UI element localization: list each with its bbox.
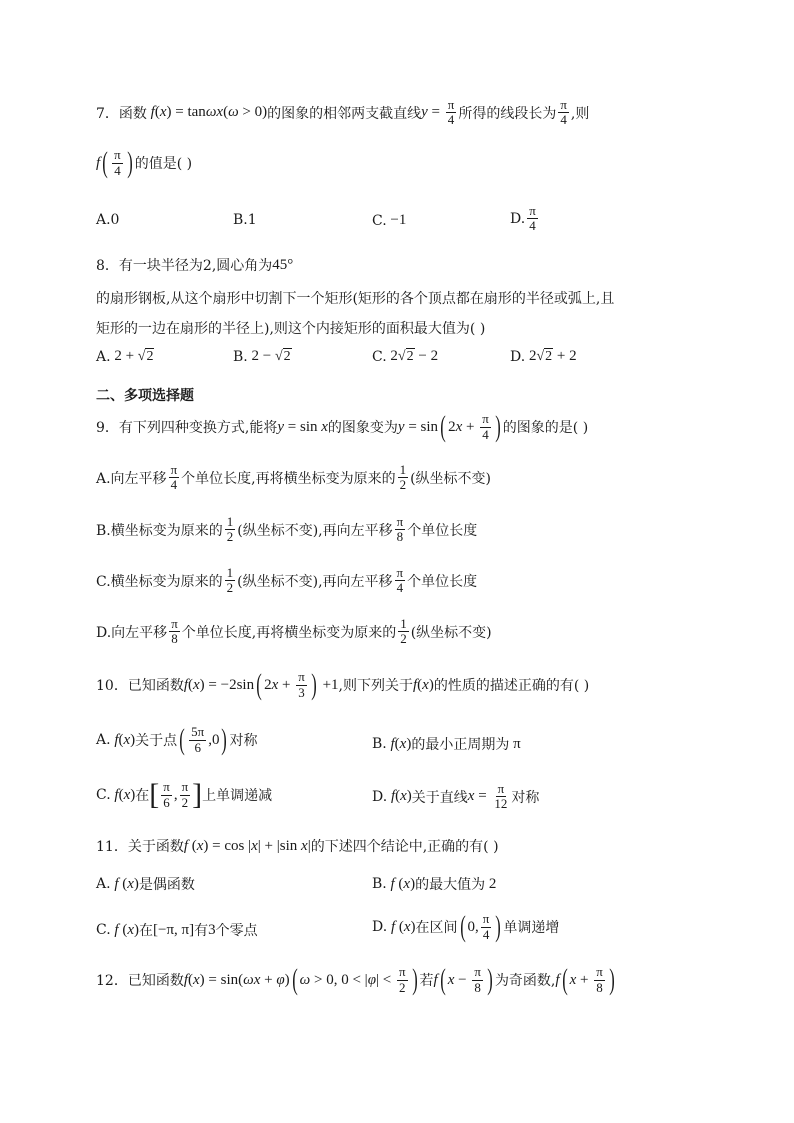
q8-option-c: C. 2 √ 2 − 2	[372, 348, 439, 365]
q10-option-b: B. f ( x ) 的最小正周期为 π	[372, 735, 521, 753]
q10-option-c: C. f ( x ) 在 [ $\frac{\pi}{6}$ , $\frac{\pi}{2}$ ] 上单调递减	[96, 778, 273, 811]
q11-option-b: B. f ( x ) 的最大值为 2	[372, 875, 497, 893]
q8-line3: 矩形的一边在扇形的半径上),则这个内接矩形的面积最大值为( )	[96, 321, 486, 337]
q8-option-b: B. 2 − √ 2	[233, 348, 291, 365]
q9-option-d: D.向左平移 $\frac{\pi}{8}$ 个单位长度,再将横坐标变为原来的 $\frac{1}{2}$ (纵坐标不变)	[96, 616, 492, 647]
q7-option-a: A.0	[96, 212, 120, 228]
section-title: 二、多项选择题	[96, 388, 194, 404]
q8-line2: 的扇形钢板,从这个扇形中切割下一个矩形(矩形的各个顶点都在扇形的半径或弧上,且	[96, 291, 615, 307]
q11-option-d: D. f ( x ) 在区间 ( 0, $\frac{\pi}{4}$ ) 单调递增	[372, 910, 560, 943]
q9-option-a: A.向左平移 $\frac{\pi}{4}$ 个单位长度,再将横坐标变为原来的 $\frac{1}{2}$ (纵坐标不变)	[96, 462, 492, 493]
q9-option-b: B.横坐标变为原来的 $\frac{1}{2}$ (纵坐标不变),再向左平移 $\frac{\pi}{8}$ 个单位长度	[96, 514, 478, 545]
q7-option-b: B.1	[233, 212, 257, 228]
q8-option-a: A. 2 + √ 2	[96, 348, 154, 365]
q7-line1: 7． 函数 f ( x ) = tan ωx ( ω > 0) 的图象的相邻两支截直线 y = $\frac{\pi}{4}$ 所得的线段长为 $\frac{\pi}{4}$ ,则	[96, 97, 590, 128]
q9-option-c: C.横坐标变为原来的 $\frac{1}{2}$ (纵坐标不变),再向左平移 $\frac{\pi}{4}$ 个单位长度	[96, 565, 478, 596]
q11-option-c: C. f ( x ) 在 [−π, π] 有 3 个零点	[96, 921, 258, 939]
q10-option-d: D. f ( x ) 关于直线 x = $\frac{\pi}{12}$ 对称	[372, 781, 540, 812]
q9-stem: 9．有下列四种变换方式,能将 y = sin x 的图象变为 y = sin ( 2 x + $\frac{\pi}{4}$ ) 的图象的是( )	[96, 410, 589, 443]
q8-option-d: D. 2 √ 2 + 2	[510, 348, 577, 365]
q12-stem: 12．已知函数 f ( x ) = sin( ωx + φ ) ( ω > 0, 0 < | φ | < $\frac{\pi}{2}$ ) 若 f ( x − $\frac{\pi}{8}$ ) 为奇函数, f ( x + $\frac{\pi}{8}$ )	[96, 963, 615, 996]
q11-option-a: A. f ( x ) 是偶函数	[96, 875, 195, 893]
q10-option-a: A. f ( x ) 关于点 ( $\frac{5\pi}{6}$ ,0 ) 对称	[96, 723, 258, 756]
q10-stem: 10．已知函数 f ( x ) = −2sin ( 2 x + $\frac{\pi}{3}$ ) +1 ,则下列关于 f ( x ) 的性质的描述正确的有( )	[96, 668, 590, 701]
q7-option-d: D. $\frac{\pi}{4}$	[510, 203, 536, 234]
q7-number: 7．	[96, 105, 119, 122]
q7-line2: f ( $\frac{\pi}{4}$ ) 的值是( )	[96, 146, 193, 179]
q7-option-c: C. −1	[372, 212, 407, 229]
q8-line1: 8．有一块半径为2,圆心角为 45°	[96, 256, 294, 274]
q11-stem: 11．关于函数 f ( x ) = cos | x | + |sin x | 的下述四个结论中,正确的有( )	[96, 837, 499, 855]
